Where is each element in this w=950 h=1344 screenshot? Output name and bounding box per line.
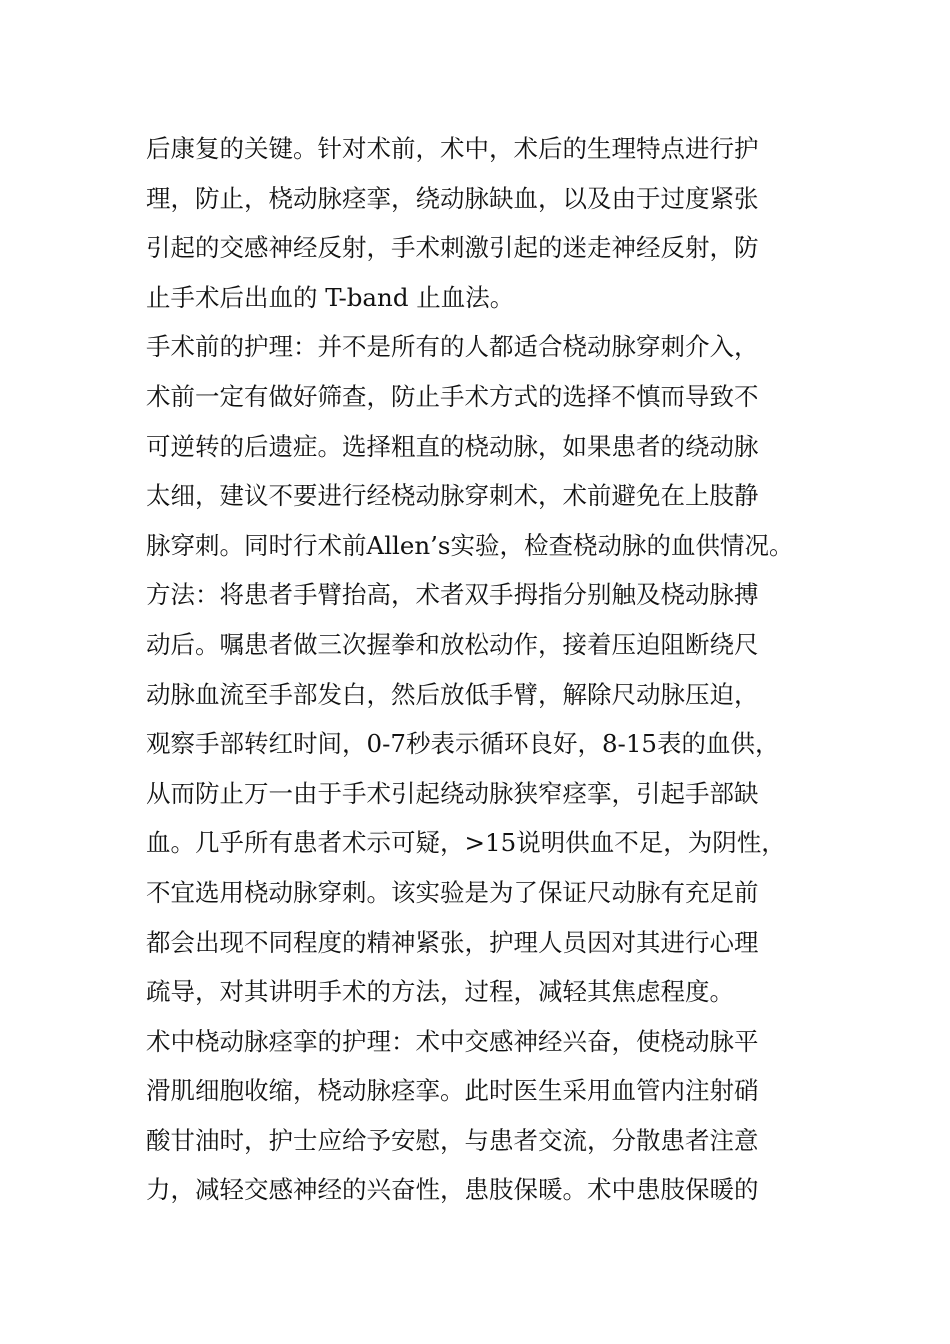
text-line: 方法：将患者手臂抬高，术者双手拇指分别触及桡动脉搏 xyxy=(146,580,759,610)
text-line: 可逆转的后遗症。选择粗直的桡动脉，如果患者的绕动脉 xyxy=(146,431,759,461)
text-line: 酸甘油时，护士应给予安慰，与患者交流，分散患者注意 xyxy=(146,1125,759,1155)
text-line: 观察手部转红时间，0-7秒表示循环良好，8-15表的血供， xyxy=(146,729,780,759)
text-line: 理，防止，桡动脉痉挛，绕动脉缺血，以及由于过度紧张 xyxy=(146,183,759,213)
text-line: 都会出现不同程度的精神紧张，护理人员因对其进行心理 xyxy=(146,927,759,957)
text-line: 术前一定有做好筛查，防止手术方式的选择不慎而导致不 xyxy=(146,381,759,411)
text-line: 力，减轻交感神经的兴奋性，患肢保暖。术中患肢保暖的 xyxy=(146,1175,759,1205)
text-line: 从而防止万一由于手术引起绕动脉狭窄痉挛，引起手部缺 xyxy=(146,778,759,808)
text-line: 动脉血流至手部发白，然后放低手臂，解除尺动脉压迫， xyxy=(146,679,759,709)
text-line: 手术前的护理：并不是所有的人都适合桡动脉穿刺介入， xyxy=(146,332,759,362)
text-line: 疏导，对其讲明手术的方法，过程，减轻其焦虑程度。 xyxy=(146,977,734,1007)
text-line: 滑肌细胞收缩，桡动脉痉挛。此时医生采用血管内注射硝 xyxy=(146,1076,759,1106)
text-line: 不宜选用桡动脉穿刺。该实验是为了保证尺动脉有充足前 xyxy=(146,877,759,907)
text-line: 术中桡动脉痉挛的护理：术中交感神经兴奋，使桡动脉平 xyxy=(146,1026,759,1056)
text-line: 止手术后出血的 T-band 止血法。 xyxy=(146,282,515,312)
text-line: 动后。嘱患者做三次握拳和放松动作，接着压迫阻断绕尺 xyxy=(146,629,759,659)
text-line: 引起的交感神经反射，手术刺激引起的迷走神经反射，防 xyxy=(146,233,759,263)
body-text xyxy=(146,124,826,1215)
text-line: 血。几乎所有患者术示可疑，>15说明供血不足，为阴性， xyxy=(146,828,786,858)
text-line: 脉穿刺。同时行术前Allen’s实验，检查桡动脉的血供情况。 xyxy=(146,530,794,560)
text-line: 太细，建议不要进行经桡动脉穿刺术，术前避免在上肢静 xyxy=(146,481,759,511)
text-line: 后康复的关键。针对术前，术中，术后的生理特点进行护 xyxy=(146,134,759,163)
